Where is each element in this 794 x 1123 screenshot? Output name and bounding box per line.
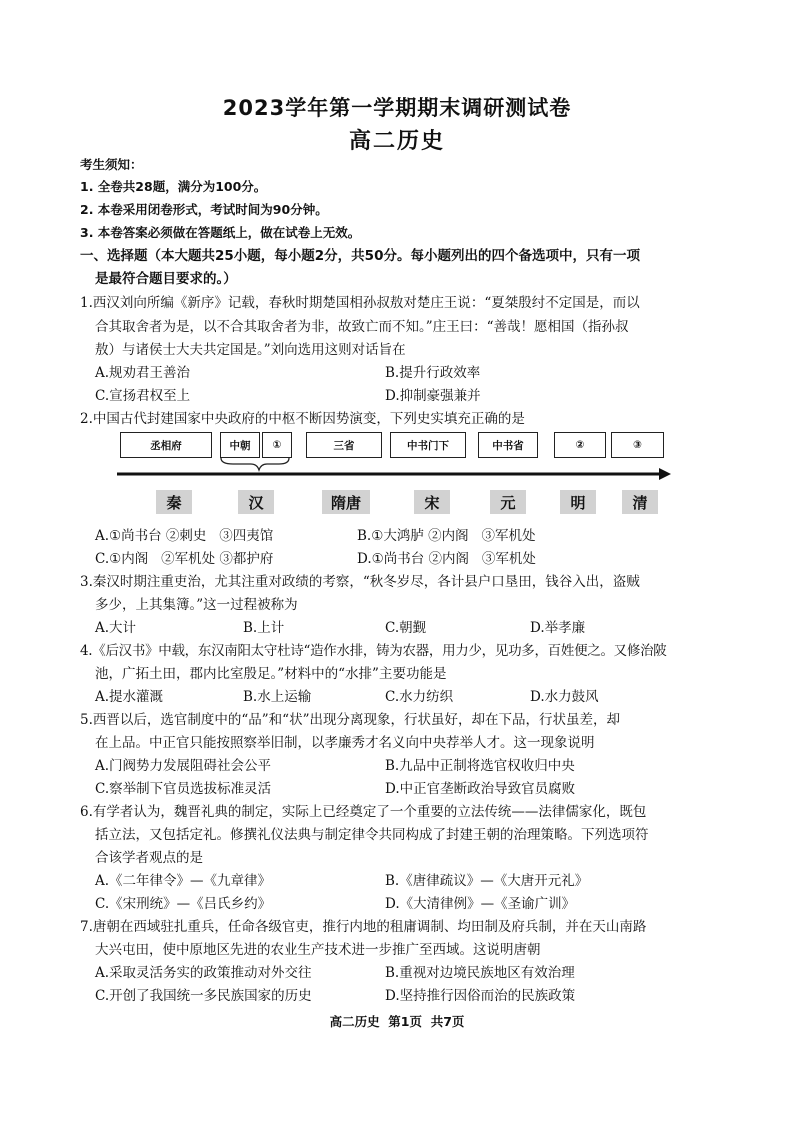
question-stem: 大兴屯田，使中原地区先进的农业生产技术进一步推广至西域。这说明唐朝 bbox=[95, 942, 541, 958]
option-a: A.①尚书台 ②刺史 ③四夷馆 bbox=[95, 528, 274, 544]
dynasty-label: 元 bbox=[490, 490, 526, 514]
question-stem: 在上品。中正官只能按照察举旧制，以孝廉秀才名义向中央荐举人才。这一现象说明 bbox=[95, 735, 595, 751]
question-stem: 合该学者观点的是 bbox=[95, 850, 203, 866]
option-c: C.宣扬君权至上 bbox=[95, 388, 191, 404]
option-d: D.《大清律例》—《圣谕广训》 bbox=[385, 896, 576, 912]
option-c: C.①内阁 ②军机处 ③都护府 bbox=[95, 551, 274, 567]
option-c: C.水力纺织 bbox=[385, 689, 454, 705]
timeline-box: ③ bbox=[611, 432, 664, 458]
notice-item: 3. 本卷答案必须做在答题纸上，做在试卷上无效。 bbox=[80, 225, 361, 240]
dynasty-label: 宋 bbox=[414, 490, 450, 514]
timeline-box: 中书省 bbox=[478, 432, 538, 458]
option-a: A.《二年律令》—《九章律》 bbox=[95, 873, 272, 889]
option-a: A.门阀势力发展阻碍社会公平 bbox=[95, 758, 272, 774]
option-b: B.九品中正制将选官权收归中央 bbox=[385, 758, 575, 774]
timeline-box: 丞相府 bbox=[120, 432, 212, 458]
question-stem: 池，广拓土田，郡内比室殷足。”材料中的“水排”主要功能是 bbox=[95, 666, 447, 682]
option-b: B.上计 bbox=[243, 620, 285, 636]
question-stem: 3.秦汉时期注重吏治，尤其注重对政绩的考察，“秋冬岁尽，各计县户口垦田，钱谷入出，盗贼 bbox=[80, 574, 640, 590]
notice-item: 1. 全卷共28题，满分为100分。 bbox=[80, 179, 267, 194]
option-a: A.规劝君王善治 bbox=[95, 365, 191, 381]
option-a: A.提水灌溉 bbox=[95, 689, 164, 705]
exam-title: 2023学年第一学期期末调研测试卷 bbox=[222, 96, 572, 120]
section-heading-cont: 是最符合题目要求的。） bbox=[95, 271, 237, 287]
question-stem: 1.西汉刘向所编《新序》记载，春秋时期楚国相孙叔敖对楚庄王说：“夏桀殷纣不定国是，而以 bbox=[80, 295, 640, 311]
option-c: C.察举制下官员选拔标准灵活 bbox=[95, 781, 272, 797]
question-stem: 多少，上其集簿。”这一过程被称为 bbox=[95, 597, 298, 613]
dynasty-label: 汉 bbox=[238, 490, 274, 514]
timeline-box: ① bbox=[262, 432, 292, 458]
timeline-arrow bbox=[115, 455, 675, 480]
option-d: D.举孝廉 bbox=[530, 620, 586, 636]
option-c: C.朝觐 bbox=[385, 620, 427, 636]
section-heading: 一、选择题（本大题共25小题，每小题2分，共50分。每小题列出的四个备选项中，只有一项 bbox=[80, 248, 640, 264]
option-b: B.《唐律疏议》—《大唐开元礼》 bbox=[385, 873, 589, 889]
timeline-box: 三省 bbox=[306, 432, 382, 458]
question-stem: 7.唐朝在西域驻扎重兵，任命各级官吏，推行内地的租庸调制、均田制及府兵制，并在天山南路 bbox=[80, 919, 647, 935]
option-a: A.大计 bbox=[95, 620, 137, 636]
option-c: C.《宋刑统》—《吕氏乡约》 bbox=[95, 896, 272, 912]
timeline-box: 中朝 bbox=[220, 432, 260, 458]
question-stem: 5.西晋以后，选官制度中的“品”和“状”出现分离现象，行状虽好，却在下品，行状虽差，却 bbox=[80, 712, 620, 728]
question-stem: 合其取舍者为是，以不合其取舍者为非，故致亡而不知。”庄王曰：“善哉！愿相国（指孙叔 bbox=[95, 319, 629, 335]
option-a: A.采取灵活务实的政策推动对外交往 bbox=[95, 965, 312, 981]
question-stem: 4.《后汉书》中载，东汉南阳太守杜诗“造作水排，铸为农器，用力少，见功多，百姓便之。又修治陂 bbox=[80, 643, 667, 659]
dynasty-label: 隋唐 bbox=[322, 490, 370, 514]
timeline-box: ② bbox=[554, 432, 606, 458]
option-d: D.水力鼓风 bbox=[530, 689, 599, 705]
option-c: C.开创了我国统一多民族国家的历史 bbox=[95, 988, 312, 1004]
option-b: B.重视对边境民族地区有效治理 bbox=[385, 965, 575, 981]
exam-subject: 高二历史 bbox=[348, 129, 445, 154]
option-d: D.中正官垄断政治导致官员腐败 bbox=[385, 781, 576, 797]
notice-item: 2. 本卷采用闭卷形式，考试时间为90分钟。 bbox=[80, 202, 328, 217]
dynasty-label: 明 bbox=[560, 490, 596, 514]
option-b: B.水上运输 bbox=[243, 689, 312, 705]
option-d: D.坚持推行因俗而治的民族政策 bbox=[385, 988, 576, 1004]
dynasty-label: 秦 bbox=[156, 490, 192, 514]
notice-heading: 考生须知： bbox=[80, 157, 143, 172]
timeline-box: 中书门下 bbox=[390, 432, 466, 458]
option-d: D.①尚书台 ②内阁 ③军机处 bbox=[357, 551, 536, 567]
question-stem: 敖）与诸侯士大夫共定国是。”刘向选用这则对话旨在 bbox=[95, 342, 406, 358]
dynasty-label: 清 bbox=[622, 490, 658, 514]
question-stem: 6.有学者认为，魏晋礼典的制定，实际上已经奠定了一个重要的立法传统——法律儒家化，既包 bbox=[80, 804, 647, 820]
option-b: B.提升行政效率 bbox=[385, 365, 481, 381]
option-d: D.抑制豪强兼并 bbox=[385, 388, 481, 404]
page-footer: 高二历史 第1页 共7页 bbox=[329, 1014, 465, 1029]
option-b: B.①大鸿胪 ②内阁 ③军机处 bbox=[357, 528, 536, 544]
question-stem: 括立法，又包括定礼。修撰礼仪法典与制定律令共同构成了封建王朝的治理策略。下列选项符 bbox=[95, 827, 649, 843]
question-stem: 2.中国古代封建国家中央政府的中枢不断因势演变，下列史实填充正确的是 bbox=[80, 411, 525, 427]
